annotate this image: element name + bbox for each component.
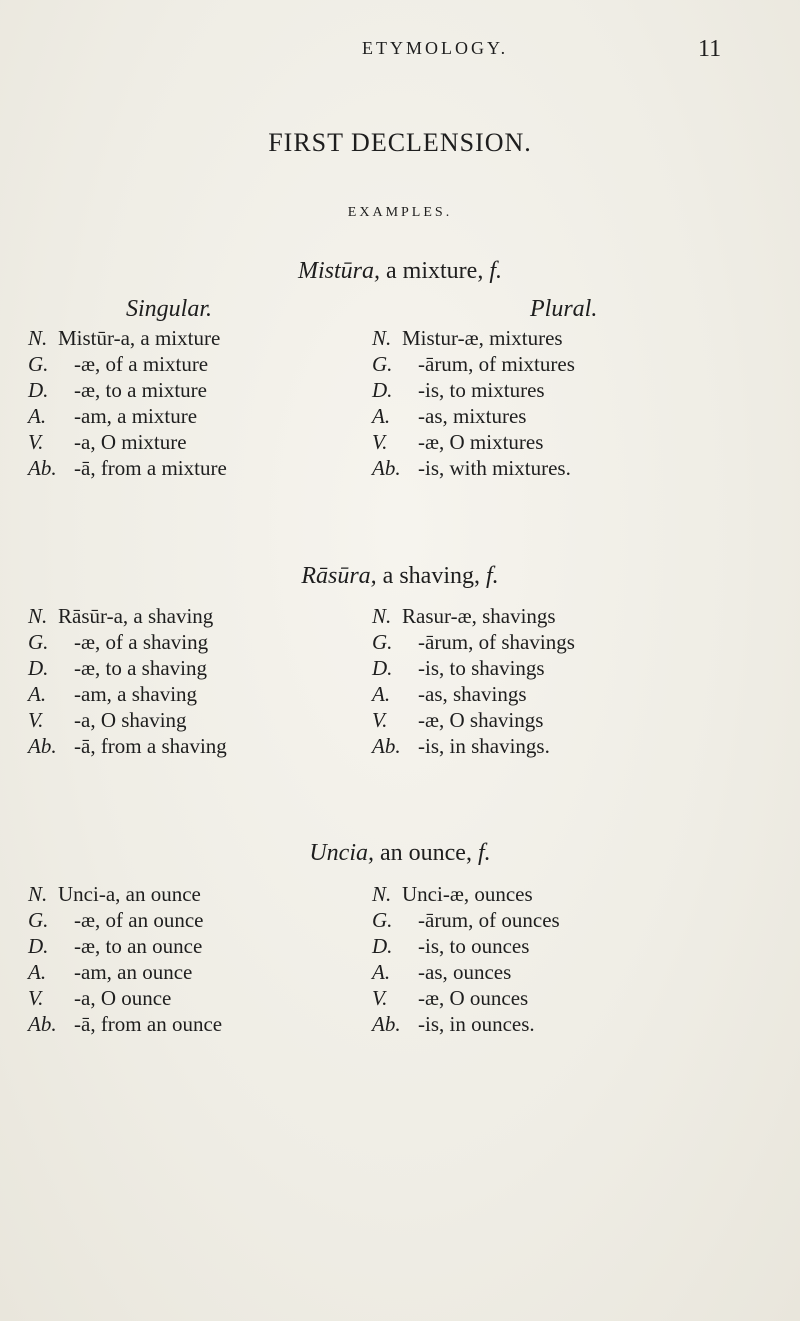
plural-form: Mistur-æ, mixtures [402,326,563,350]
case-row [0,352,800,380]
case-row [0,708,800,736]
plural-form: -as, ounces [418,960,512,984]
singular-form: -æ, of an ounce [74,908,204,932]
singular-form: Mistūr-a, a mixture [58,326,221,350]
lemma: Mistūra, [298,258,381,284]
case-row [0,430,800,458]
case-label: N. [28,326,48,350]
plural-form: -æ, O ounces [418,986,529,1010]
case-row [0,934,800,962]
section-heading-rasura [0,563,800,590]
singular-form: -am, a mixture [74,404,198,428]
plural-form: Rasur-æ, shavings [402,604,556,628]
case-label: Ab. [28,456,57,480]
running-head [0,38,800,68]
gender-abbrev: f. [489,258,502,284]
singular-form: -a, O ounce [74,986,172,1010]
case-row [0,630,800,658]
case-label: D. [28,378,49,402]
case-label: G. [372,908,393,932]
plural-form: Unci-æ, ounces [402,882,533,906]
singular-form: -am, an ounce [74,960,193,984]
plural-form: -is, to mixtures [418,378,545,402]
case-label: Ab. [372,456,401,480]
case-row [0,378,800,406]
case-label: G. [372,352,393,376]
case-row [0,882,800,910]
case-row [0,734,800,762]
case-label: A. [28,682,47,706]
gender-abbrev: f. [477,840,491,866]
case-label: V. [372,430,388,454]
lemma: Uncia, [309,840,374,866]
plural-form: -ārum, of mixtures [418,352,575,376]
plural-form: -is, to ounces [418,934,530,958]
case-label: V. [28,986,44,1010]
plural-form: -is, in shavings. [418,734,550,758]
lemma: Rāsūra, [301,563,377,589]
chapter-title: FIRST DECLENSION. [268,128,532,157]
gloss: an ounce, [380,840,472,866]
singular-form: -a, O shaving [74,708,187,732]
singular-form: -æ, of a mixture [74,352,209,376]
case-label: G. [28,908,49,932]
case-row [0,682,800,710]
plural-form: -is, with mixtures. [418,456,571,480]
case-label: G. [28,630,49,654]
plural-heading: Plural. [530,296,598,322]
gloss: a shaving, [382,563,480,589]
case-row [0,604,800,632]
case-label: A. [28,960,47,984]
case-label: N. [372,326,392,350]
singular-form: -ā, from a mixture [74,456,227,480]
case-label: D. [372,656,393,680]
case-label: V. [28,430,44,454]
gloss: a mixture, [386,258,484,284]
singular-form: -ā, from a shaving [74,734,227,758]
singular-form: -æ, of a shaving [74,630,209,654]
section-heading-uncia [0,840,800,867]
case-label: N. [372,604,392,628]
case-label: A. [372,682,391,706]
case-label: A. [372,960,391,984]
plural-form: -as, mixtures [418,404,527,428]
case-label: G. [372,630,393,654]
case-label: Ab. [372,734,401,758]
case-label: A. [372,404,391,428]
plural-form: -æ, O mixtures [418,430,544,454]
singular-form: -am, a shaving [74,682,198,706]
running-title: ETYMOLOGY. [362,38,509,58]
case-label: D. [372,934,393,958]
plural-form: -ārum, of shavings [418,630,575,654]
section-heading-mistura [0,258,800,285]
case-label: V. [372,986,388,1010]
singular-heading: Singular. [126,296,213,322]
case-row [0,986,800,1014]
singular-form: Rāsūr-a, a shaving [58,604,214,628]
case-row [0,326,800,354]
case-label: A. [28,404,47,428]
gender-abbrev: f. [485,563,499,589]
singular-form: -æ, to a mixture [74,378,207,402]
case-row [0,960,800,988]
case-label: G. [28,352,49,376]
plural-form: -ārum, of ounces [418,908,560,932]
page-number: 11 [698,36,722,62]
singular-form: Unci-a, an ounce [58,882,201,906]
case-row [0,456,800,484]
case-row [0,908,800,936]
examples-label: EXAMPLES. [347,205,453,220]
plural-form: -is, to shavings [418,656,545,680]
case-label: N. [372,882,392,906]
plural-form: -is, in ounces. [418,1012,535,1036]
case-label: D. [28,934,49,958]
plural-form: -æ, O shavings [418,708,544,732]
case-label: Ab. [28,734,57,758]
case-label: N. [28,882,48,906]
plural-form: -as, shavings [418,682,527,706]
singular-form: -æ, to an ounce [74,934,203,958]
case-row [0,404,800,432]
case-label: D. [28,656,49,680]
case-label: V. [372,708,388,732]
case-row [0,1012,800,1040]
case-row [0,656,800,684]
case-label: N. [28,604,48,628]
case-label: Ab. [28,1012,57,1036]
singular-form: -ā, from an ounce [74,1012,223,1036]
singular-form: -æ, to a shaving [74,656,207,680]
case-label: V. [28,708,44,732]
singular-form: -a, O mixture [74,430,187,454]
case-label: Ab. [372,1012,401,1036]
case-label: D. [372,378,393,402]
